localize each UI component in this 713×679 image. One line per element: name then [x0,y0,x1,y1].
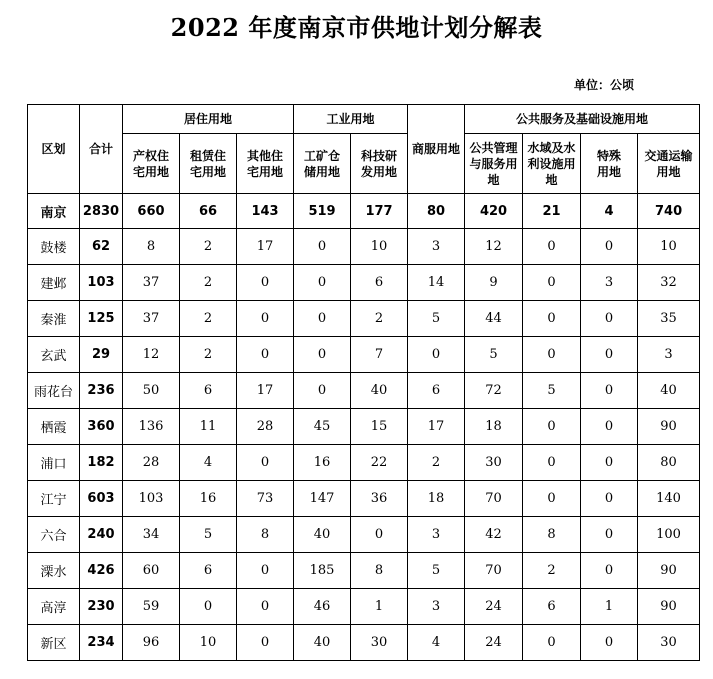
value-cell: 2 [523,553,581,589]
value-cell: 0 [523,265,581,301]
value-cell: 80 [408,194,465,229]
value-cell: 6 [408,373,465,409]
table-row [28,229,700,265]
value-cell: 0 [581,337,638,373]
value-cell: 740 [638,194,700,229]
value-cell: 16 [294,445,351,481]
value-cell: 2 [180,301,237,337]
value-cell: 0 [523,481,581,517]
value-cell: 24 [465,589,523,625]
value-cell: 12 [123,337,180,373]
value-cell: 46 [294,589,351,625]
value-cell: 66 [180,194,237,229]
value-cell: 5 [408,553,465,589]
value-cell: 1 [351,589,408,625]
header-public: 公共服务及基础设施用地 [465,105,700,134]
total-cell: 234 [80,625,123,661]
district-name: 南京 [28,194,80,229]
value-cell: 36 [351,481,408,517]
summary-row [28,194,700,229]
value-cell: 10 [638,229,700,265]
value-cell: 42 [465,517,523,553]
value-cell: 0 [523,229,581,265]
value-cell: 6 [180,373,237,409]
district-name: 秦淮 [28,301,80,337]
value-cell: 5 [408,301,465,337]
value-cell: 22 [351,445,408,481]
district-name: 六合 [28,517,80,553]
value-cell: 50 [123,373,180,409]
value-cell: 100 [638,517,700,553]
value-cell: 28 [237,409,294,445]
district-name: 高淳 [28,589,80,625]
value-cell: 17 [408,409,465,445]
land-supply-table [27,104,700,661]
table-row [28,445,700,481]
district-name: 浦口 [28,445,80,481]
value-cell: 6 [351,265,408,301]
header-total: 合计 [80,105,123,194]
header-commercial: 商服用地 [408,105,465,194]
value-cell: 11 [180,409,237,445]
district-name: 江宁 [28,481,80,517]
value-cell: 7 [351,337,408,373]
table-row [28,409,700,445]
value-cell: 45 [294,409,351,445]
header-sub: 租赁住宅用地 [180,134,237,194]
value-cell: 8 [237,517,294,553]
value-cell: 30 [351,625,408,661]
value-cell: 30 [638,625,700,661]
value-cell: 0 [581,229,638,265]
value-cell: 0 [523,409,581,445]
value-cell: 0 [351,517,408,553]
value-cell: 4 [180,445,237,481]
value-cell: 37 [123,265,180,301]
total-cell: 29 [80,337,123,373]
value-cell: 90 [638,553,700,589]
header-district: 区划 [28,105,80,194]
value-cell: 185 [294,553,351,589]
total-cell: 603 [80,481,123,517]
value-cell: 0 [581,553,638,589]
value-cell: 73 [237,481,294,517]
total-cell: 182 [80,445,123,481]
value-cell: 0 [581,481,638,517]
value-cell: 420 [465,194,523,229]
value-cell: 0 [581,409,638,445]
value-cell: 40 [351,373,408,409]
value-cell: 2 [351,301,408,337]
district-name: 雨花台 [28,373,80,409]
value-cell: 0 [581,445,638,481]
table-row [28,625,700,661]
value-cell: 519 [294,194,351,229]
value-cell: 17 [237,229,294,265]
value-cell: 60 [123,553,180,589]
value-cell: 177 [351,194,408,229]
value-cell: 0 [581,517,638,553]
value-cell: 70 [465,481,523,517]
value-cell: 0 [523,337,581,373]
value-cell: 0 [180,589,237,625]
value-cell: 10 [351,229,408,265]
value-cell: 8 [351,553,408,589]
value-cell: 0 [237,301,294,337]
value-cell: 18 [408,481,465,517]
value-cell: 0 [581,301,638,337]
value-cell: 0 [294,265,351,301]
value-cell: 90 [638,589,700,625]
value-cell: 0 [523,445,581,481]
value-cell: 0 [408,337,465,373]
value-cell: 6 [180,553,237,589]
header-residential: 居住用地 [123,105,294,134]
table-body [28,194,700,661]
table-row [28,373,700,409]
value-cell: 17 [237,373,294,409]
value-cell: 3 [408,589,465,625]
value-cell: 8 [523,517,581,553]
value-cell: 9 [465,265,523,301]
value-cell: 40 [638,373,700,409]
value-cell: 12 [465,229,523,265]
value-cell: 0 [237,589,294,625]
value-cell: 40 [294,517,351,553]
district-name: 栖霞 [28,409,80,445]
value-cell: 59 [123,589,180,625]
header-sub: 科技研发用地 [351,134,408,194]
value-cell: 96 [123,625,180,661]
value-cell: 0 [237,553,294,589]
value-cell: 0 [581,625,638,661]
value-cell: 4 [581,194,638,229]
value-cell: 5 [523,373,581,409]
value-cell: 3 [408,517,465,553]
total-cell: 360 [80,409,123,445]
value-cell: 6 [523,589,581,625]
header-sub: 工矿仓储用地 [294,134,351,194]
value-cell: 3 [581,265,638,301]
header-sub: 水域及水利设施用地 [523,134,581,194]
header-sub: 特殊用地 [581,134,638,194]
value-cell: 2 [180,337,237,373]
value-cell: 16 [180,481,237,517]
value-cell: 0 [237,625,294,661]
value-cell: 28 [123,445,180,481]
header-sub: 其他住宅用地 [237,134,294,194]
value-cell: 103 [123,481,180,517]
total-cell: 230 [80,589,123,625]
total-cell: 103 [80,265,123,301]
header-industrial: 工业用地 [294,105,408,134]
value-cell: 3 [408,229,465,265]
value-cell: 0 [294,373,351,409]
value-cell: 21 [523,194,581,229]
value-cell: 5 [465,337,523,373]
value-cell: 24 [465,625,523,661]
value-cell: 0 [523,301,581,337]
district-name: 建邺 [28,265,80,301]
district-name: 玄武 [28,337,80,373]
district-name: 鼓楼 [28,229,80,265]
value-cell: 0 [294,301,351,337]
value-cell: 2 [408,445,465,481]
header-sub: 公共管理与服务用地 [465,134,523,194]
value-cell: 3 [638,337,700,373]
value-cell: 35 [638,301,700,337]
table-row [28,481,700,517]
value-cell: 10 [180,625,237,661]
value-cell: 32 [638,265,700,301]
value-cell: 1 [581,589,638,625]
district-name: 溧水 [28,553,80,589]
value-cell: 147 [294,481,351,517]
value-cell: 5 [180,517,237,553]
value-cell: 0 [581,373,638,409]
header-sub: 产权住宅用地 [123,134,180,194]
total-cell: 236 [80,373,123,409]
value-cell: 37 [123,301,180,337]
total-cell: 240 [80,517,123,553]
value-cell: 44 [465,301,523,337]
total-cell: 2830 [80,194,123,229]
table-row [28,301,700,337]
value-cell: 34 [123,517,180,553]
value-cell: 30 [465,445,523,481]
value-cell: 2 [180,265,237,301]
value-cell: 2 [180,229,237,265]
value-cell: 0 [237,265,294,301]
total-cell: 426 [80,553,123,589]
value-cell: 0 [237,337,294,373]
value-cell: 660 [123,194,180,229]
table-row [28,265,700,301]
page-title: 2022 年度南京市供地计划分解表 [170,13,543,42]
table-row [28,517,700,553]
district-name: 新区 [28,625,80,661]
value-cell: 4 [408,625,465,661]
value-cell: 14 [408,265,465,301]
value-cell: 90 [638,409,700,445]
unit-label: 单位：公顷 [574,78,635,92]
value-cell: 80 [638,445,700,481]
table-row [28,337,700,373]
value-cell: 70 [465,553,523,589]
value-cell: 40 [294,625,351,661]
value-cell: 0 [294,229,351,265]
value-cell: 72 [465,373,523,409]
value-cell: 18 [465,409,523,445]
header-sub: 交通运输用地 [638,134,700,194]
value-cell: 0 [237,445,294,481]
value-cell: 143 [237,194,294,229]
value-cell: 136 [123,409,180,445]
value-cell: 8 [123,229,180,265]
table-row [28,553,700,589]
value-cell: 15 [351,409,408,445]
value-cell: 0 [523,625,581,661]
table-row [28,589,700,625]
total-cell: 125 [80,301,123,337]
value-cell: 0 [294,337,351,373]
total-cell: 62 [80,229,123,265]
value-cell: 140 [638,481,700,517]
